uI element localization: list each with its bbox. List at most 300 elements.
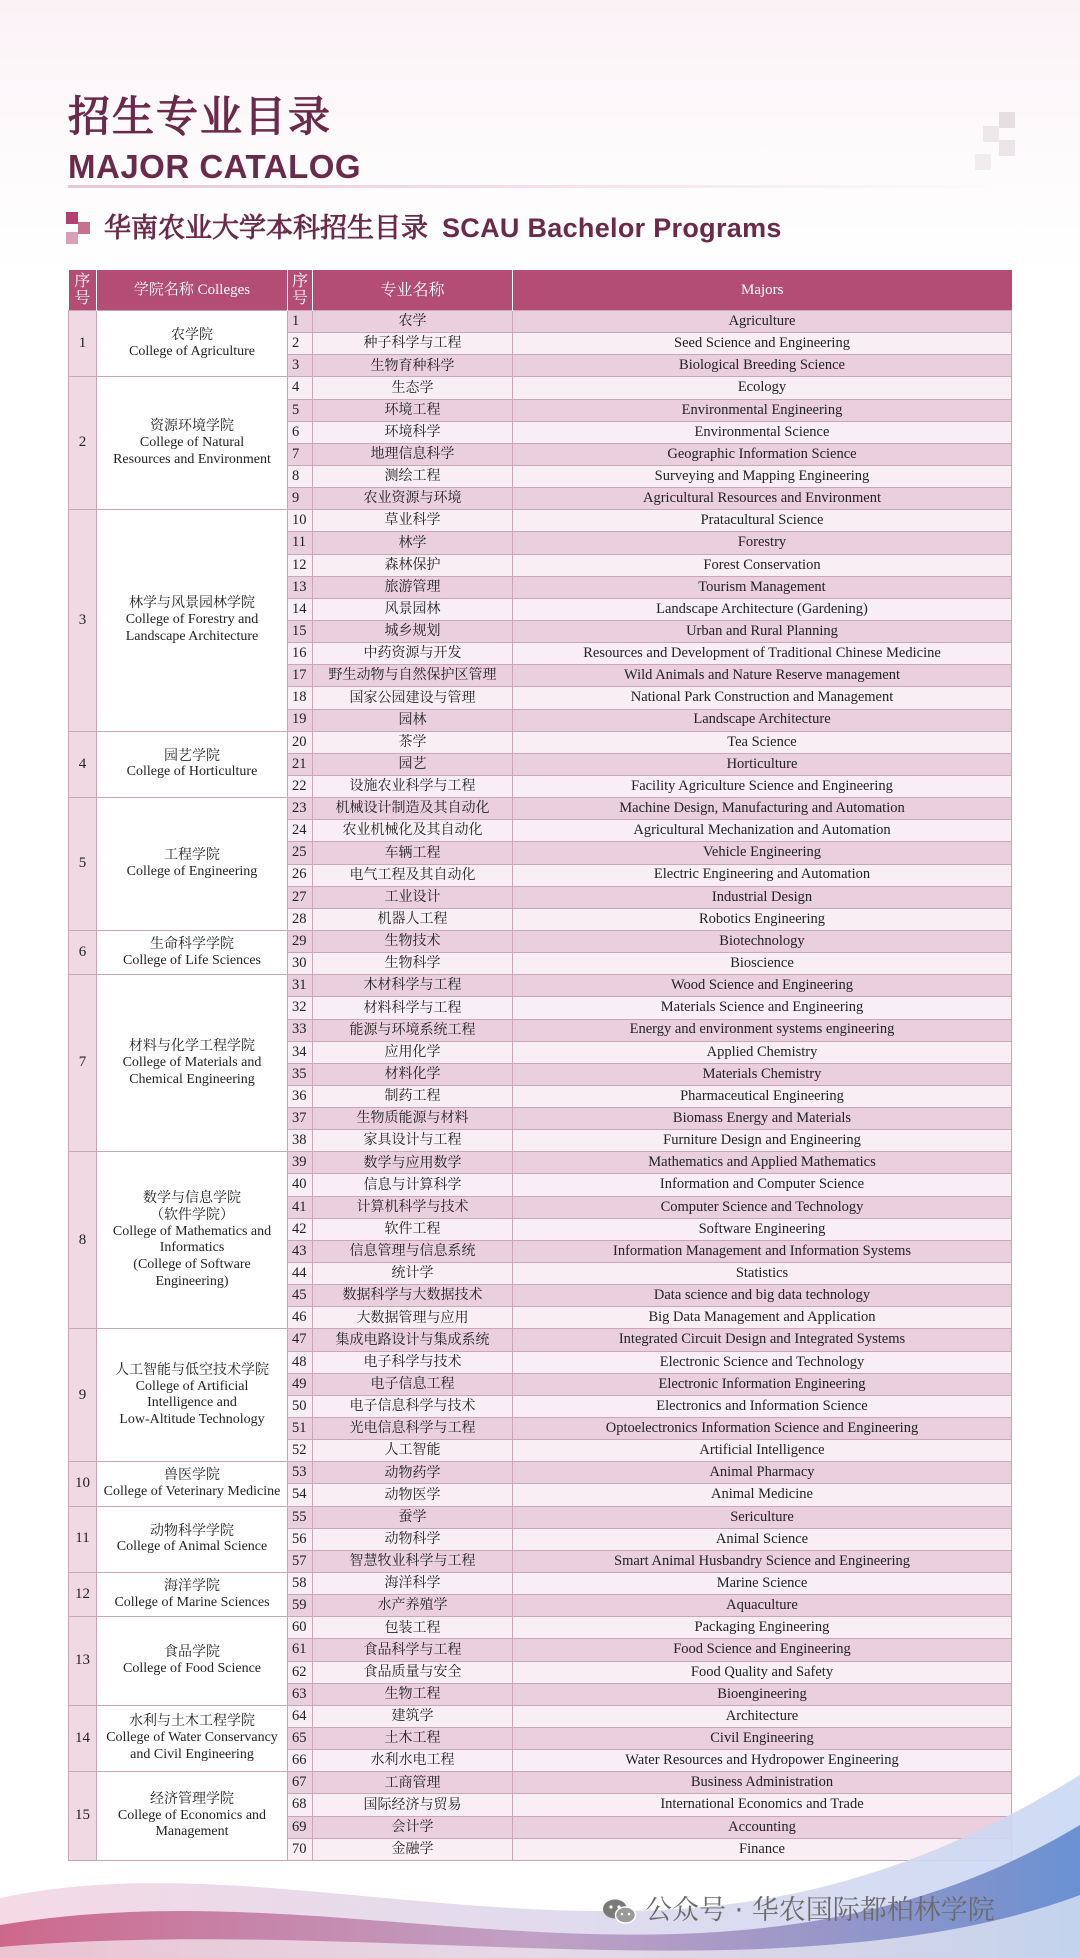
major-number: 62: [288, 1661, 313, 1683]
major-number: 3: [288, 355, 313, 377]
major-number: 63: [288, 1683, 313, 1705]
college-name-cn: 食品学院: [164, 1644, 220, 1661]
major-name-en: Animal Science: [513, 1528, 1012, 1550]
table-row: [69, 975, 1012, 997]
major-name-cn: 旅游管理: [313, 576, 513, 598]
major-number: 27: [288, 886, 313, 908]
major-number: 31: [288, 975, 313, 997]
college-name-en: College of Artificial: [135, 1378, 249, 1394]
major-number: 19: [288, 709, 313, 731]
major-name-en: Biomass Energy and Materials: [513, 1108, 1012, 1130]
major-name-en: Accounting: [513, 1816, 1012, 1838]
major-number: 10: [288, 510, 313, 532]
major-name-cn: 农业资源与环境: [313, 488, 513, 510]
major-name-en: Electric Engineering and Automation: [513, 864, 1012, 886]
major-number: 33: [288, 1019, 313, 1041]
college-name-cn: 经济管理学院: [150, 1790, 234, 1807]
college-name-en: Engineering): [155, 1274, 229, 1289]
major-name-en: Energy and environment systems engineering: [513, 1019, 1012, 1041]
college-name-cell: [97, 1329, 288, 1462]
major-name-cn: 林学: [313, 532, 513, 554]
major-number: 24: [288, 820, 313, 842]
college-name-en: (College of Software: [133, 1257, 251, 1273]
subtitle-en: SCAU Bachelor Programs: [442, 213, 782, 243]
major-number: 11: [288, 532, 313, 554]
major-name-cn: 电子信息科学与技术: [313, 1395, 513, 1417]
major-number: 13: [288, 576, 313, 598]
major-name-en: Data science and big data technology: [513, 1285, 1012, 1307]
major-name-en: Wild Animals and Nature Reserve management: [513, 665, 1012, 687]
major-name-en: Packaging Engineering: [513, 1617, 1012, 1639]
college-name-en: College of Economics and: [117, 1807, 267, 1823]
college-name-en: College of Life Sciences: [122, 952, 261, 968]
major-name-cn: 环境科学: [313, 421, 513, 443]
header-college-name-label: 学院名称 Colleges: [133, 282, 251, 299]
major-number: 15: [288, 620, 313, 642]
major-name-cn: 农业机械化及其自动化: [313, 820, 513, 842]
major-name-cn: 机器人工程: [313, 908, 513, 930]
college-name-cn: 海洋学院: [164, 1577, 220, 1594]
major-number: 28: [288, 908, 313, 930]
corner-decoration: [975, 112, 1015, 172]
major-name-cn: 光电信息科学与工程: [313, 1418, 513, 1440]
major-name-en: Vehicle Engineering: [513, 842, 1012, 864]
major-number: 32: [288, 997, 313, 1019]
college-name-cn: 数学与信息学院: [143, 1190, 241, 1207]
college-name-cell: [97, 1617, 288, 1706]
major-number: 2: [288, 333, 313, 355]
college-name-en: College of Engineering: [126, 864, 258, 880]
college-number: 11: [69, 1506, 97, 1572]
college-name-cn: 水利与土木工程学院: [129, 1713, 255, 1730]
major-name-en: Materials Chemistry: [513, 1063, 1012, 1085]
major-number: 9: [288, 488, 313, 510]
major-name-cn: 信息与计算科学: [313, 1174, 513, 1196]
major-name-en: Landscape Architecture (Gardening): [513, 598, 1012, 620]
table-row: [69, 1617, 1012, 1639]
college-name-cn-alt: （软件学院）: [150, 1206, 234, 1223]
major-number: 16: [288, 643, 313, 665]
major-name-en: Furniture Design and Engineering: [513, 1130, 1012, 1152]
major-name-cn: 城乡规划: [313, 620, 513, 642]
college-name-cn: 动物科学学院: [150, 1522, 234, 1539]
major-number: 21: [288, 753, 313, 775]
major-name-en: Geographic Information Science: [513, 443, 1012, 465]
table-row: [69, 1462, 1012, 1484]
major-number: 51: [288, 1418, 313, 1440]
major-number: 52: [288, 1440, 313, 1462]
college-name-en: Resources and Environment: [113, 451, 271, 467]
major-number: 38: [288, 1130, 313, 1152]
major-number: 17: [288, 665, 313, 687]
college-name-en: Chemical Engineering: [129, 1071, 255, 1087]
major-name-cn: 海洋科学: [313, 1573, 513, 1595]
major-number: 25: [288, 842, 313, 864]
major-name-en: International Economics and Trade: [513, 1794, 1012, 1816]
major-name-cn: 生物育种科学: [313, 355, 513, 377]
major-number: 50: [288, 1395, 313, 1417]
major-name-en: Food Science and Engineering: [513, 1639, 1012, 1661]
major-name-cn: 建筑学: [313, 1705, 513, 1727]
major-number: 66: [288, 1750, 313, 1772]
college-name-cell: [97, 1152, 288, 1329]
major-number: 18: [288, 687, 313, 709]
major-name-en: Environmental Engineering: [513, 399, 1012, 421]
table-row: [69, 1573, 1012, 1595]
college-name-cn: 材料与化学工程学院: [129, 1038, 255, 1055]
major-name-en: Finance: [513, 1838, 1012, 1860]
major-name-en: Biological Breeding Science: [513, 355, 1012, 377]
college-name-en: Landscape Architecture: [125, 628, 259, 644]
college-name-en: Intelligence and: [147, 1395, 237, 1411]
major-name-en: Tea Science: [513, 731, 1012, 753]
major-number: 48: [288, 1351, 313, 1373]
college-name-cn: 农学院: [171, 326, 213, 343]
major-number: 14: [288, 598, 313, 620]
major-number: 59: [288, 1595, 313, 1617]
major-number: 5: [288, 399, 313, 421]
college-number: 14: [69, 1705, 97, 1771]
major-name-en: Agricultural Resources and Environment: [513, 488, 1012, 510]
major-number: 23: [288, 798, 313, 820]
major-name-en: Optoelectronics Information Science and Engineering: [513, 1418, 1012, 1440]
major-name-cn: 机械设计制造及其自动化: [313, 798, 513, 820]
major-name-cn: 软件工程: [313, 1218, 513, 1240]
wechat-icon: [602, 1898, 638, 1926]
college-name-cell: [97, 930, 288, 974]
college-name-cell: [97, 1506, 288, 1572]
table-row: [69, 798, 1012, 820]
table-row: [69, 377, 1012, 399]
major-name-cn: 人工智能: [313, 1440, 513, 1462]
major-name-cn: 电气工程及其自动化: [313, 864, 513, 886]
major-number: 65: [288, 1728, 313, 1750]
major-name-en: Electronics and Information Science: [513, 1395, 1012, 1417]
major-number: 53: [288, 1462, 313, 1484]
major-number: 29: [288, 930, 313, 952]
major-name-en: Forestry: [513, 532, 1012, 554]
section-subtitle: [104, 213, 782, 244]
college-name-en: College of Veterinary Medicine: [103, 1483, 281, 1499]
major-name-en: Electronic Information Engineering: [513, 1373, 1012, 1395]
college-name-en: Management: [155, 1824, 229, 1840]
major-name-cn: 动物医学: [313, 1484, 513, 1506]
major-name-cn: 设施农业科学与工程: [313, 775, 513, 797]
major-name-cn: 国家公园建设与管理: [313, 687, 513, 709]
major-name-cn: 电子信息工程: [313, 1373, 513, 1395]
major-number: 64: [288, 1705, 313, 1727]
major-name-en: Sericulture: [513, 1506, 1012, 1528]
college-name-cell: [97, 377, 288, 510]
college-name-cn: 工程学院: [164, 847, 220, 864]
major-name-en: Bioengineering: [513, 1683, 1012, 1705]
major-name-cn: 电子科学与技术: [313, 1351, 513, 1373]
college-name-cn: 人工智能与低空技术学院: [115, 1361, 269, 1378]
college-name-cn: 园艺学院: [164, 747, 220, 764]
college-number: 4: [69, 731, 97, 797]
college-name-cn: 资源环境学院: [150, 418, 234, 435]
major-number: 7: [288, 443, 313, 465]
major-name-cn: 园艺: [313, 753, 513, 775]
major-number: 57: [288, 1550, 313, 1572]
college-name-cell: [97, 975, 288, 1152]
major-name-en: Forest Conservation: [513, 554, 1012, 576]
table-row: [69, 1705, 1012, 1727]
college-name-cn: 兽医学院: [164, 1467, 220, 1484]
table-row: [69, 1152, 1012, 1174]
major-name-en: Mathematics and Applied Mathematics: [513, 1152, 1012, 1174]
college-name-cell: [97, 731, 288, 797]
major-name-cn: 食品质量与安全: [313, 1661, 513, 1683]
major-name-en: Ecology: [513, 377, 1012, 399]
college-number: 15: [69, 1772, 97, 1861]
college-name-en: College of Horticulture: [126, 764, 258, 780]
major-name-en: Biotechnology: [513, 930, 1012, 952]
major-name-cn: 家具设计与工程: [313, 1130, 513, 1152]
major-name-cn: 生态学: [313, 377, 513, 399]
table-row: [69, 1329, 1012, 1351]
college-name-en: College of Agriculture: [129, 343, 255, 359]
college-number: 2: [69, 377, 97, 510]
major-number: 26: [288, 864, 313, 886]
subtitle-marker-icon: [66, 212, 92, 244]
major-number: 20: [288, 731, 313, 753]
major-name-cn: 农学: [313, 311, 513, 333]
major-number: 49: [288, 1373, 313, 1395]
table-header-row: [69, 270, 1012, 311]
major-name-cn: 数学与应用数学: [313, 1152, 513, 1174]
major-number: 8: [288, 465, 313, 487]
major-number: 61: [288, 1639, 313, 1661]
major-name-cn: 能源与环境系统工程: [313, 1019, 513, 1041]
major-name-en: Resources and Development of Traditional Chinese Medicine: [513, 643, 1012, 665]
college-number: 1: [69, 311, 97, 377]
college-number: 6: [69, 930, 97, 974]
major-name-en: Animal Medicine: [513, 1484, 1012, 1506]
major-name-en: Smart Animal Husbandry Science and Engineering: [513, 1550, 1012, 1572]
major-name-en: Urban and Rural Planning: [513, 620, 1012, 642]
major-name-cn: 食品科学与工程: [313, 1639, 513, 1661]
major-name-en: Environmental Science: [513, 421, 1012, 443]
major-name-cn: 计算机科学与技术: [313, 1196, 513, 1218]
major-name-cn: 数据科学与大数据技术: [313, 1285, 513, 1307]
major-number: 54: [288, 1484, 313, 1506]
major-number: 47: [288, 1329, 313, 1351]
college-name-en: Informatics: [159, 1240, 225, 1256]
major-name-cn: 国际经济与贸易: [313, 1794, 513, 1816]
major-name-cn: 生物工程: [313, 1683, 513, 1705]
college-name-cn: 林学与风景园林学院: [129, 595, 255, 612]
major-number: 55: [288, 1506, 313, 1528]
college-name-cell: [97, 798, 288, 931]
major-name-en: Integrated Circuit Design and Integrated Systems: [513, 1329, 1012, 1351]
college-number: 5: [69, 798, 97, 931]
major-name-cn: 野生动物与自然保护区管理: [313, 665, 513, 687]
college-name-en: College of Materials and: [122, 1054, 262, 1070]
major-name-cn: 材料科学与工程: [313, 997, 513, 1019]
catalog-table: [68, 270, 1012, 1861]
major-name-en: Applied Chemistry: [513, 1041, 1012, 1063]
major-name-cn: 生物科学: [313, 953, 513, 975]
major-name-en: Bioscience: [513, 953, 1012, 975]
major-name-en: Civil Engineering: [513, 1728, 1012, 1750]
college-name-en: Low-Altitude Technology: [119, 1412, 265, 1428]
major-number: 44: [288, 1263, 313, 1285]
major-number: 22: [288, 775, 313, 797]
college-name-cell: [97, 510, 288, 731]
major-name-en: Animal Pharmacy: [513, 1462, 1012, 1484]
college-name-en: College of Marine Sciences: [114, 1594, 270, 1610]
major-name-en: Water Resources and Hydropower Engineering: [513, 1750, 1012, 1772]
major-name-cn: 生物技术: [313, 930, 513, 952]
major-name-cn: 生物质能源与材料: [313, 1108, 513, 1130]
page-title-cn: 招生专业目录: [68, 92, 333, 141]
major-name-en: Computer Science and Technology: [513, 1196, 1012, 1218]
major-name-en: Software Engineering: [513, 1218, 1012, 1240]
major-name-cn: 制药工程: [313, 1085, 513, 1107]
major-name-cn: 工商管理: [313, 1772, 513, 1794]
major-name-en: Seed Science and Engineering: [513, 333, 1012, 355]
college-name-en: College of Mathematics and: [112, 1223, 272, 1239]
college-name-en: College of Natural: [139, 434, 245, 450]
table-row: [69, 311, 1012, 333]
table-row: [69, 930, 1012, 952]
header-major-no: 序号: [288, 270, 313, 311]
major-number: 42: [288, 1218, 313, 1240]
major-name-cn: 园林: [313, 709, 513, 731]
major-name-en: Surveying and Mapping Engineering: [513, 465, 1012, 487]
college-name-en: College of Animal Science: [116, 1539, 268, 1555]
major-name-cn: 中药资源与开发: [313, 643, 513, 665]
major-name-cn: 包装工程: [313, 1617, 513, 1639]
major-name-cn: 环境工程: [313, 399, 513, 421]
college-name-cell: [97, 1462, 288, 1506]
major-name-en: Horticulture: [513, 753, 1012, 775]
major-number: 35: [288, 1063, 313, 1085]
major-name-en: National Park Construction and Management: [513, 687, 1012, 709]
major-number: 1: [288, 311, 313, 333]
major-name-cn: 种子科学与工程: [313, 333, 513, 355]
major-name-cn: 信息管理与信息系统: [313, 1240, 513, 1262]
major-name-cn: 会计学: [313, 1816, 513, 1838]
major-name-cn: 森林保护: [313, 554, 513, 576]
major-name-cn: 大数据管理与应用: [313, 1307, 513, 1329]
college-name-cell: [97, 311, 288, 377]
table-row: [69, 510, 1012, 532]
college-name-cn: 生命科学学院: [150, 935, 234, 952]
college-name-en: College of Water Conservancy: [106, 1730, 278, 1746]
major-name-en: Big Data Management and Application: [513, 1307, 1012, 1329]
catalog-table-container: [68, 270, 1011, 1861]
major-name-cn: 风景园林: [313, 598, 513, 620]
header-major-en: [513, 270, 1012, 311]
major-name-en: Architecture: [513, 1705, 1012, 1727]
major-name-cn: 木材科学与工程: [313, 975, 513, 997]
major-name-en: Electronic Science and Technology: [513, 1351, 1012, 1373]
page-title-en: MAJOR CATALOG: [68, 148, 362, 185]
college-number: 10: [69, 1462, 97, 1506]
major-name-en: Facility Agriculture Science and Engineering: [513, 775, 1012, 797]
major-number: 6: [288, 421, 313, 443]
major-number: 41: [288, 1196, 313, 1218]
major-number: 40: [288, 1174, 313, 1196]
major-name-cn: 蚕学: [313, 1506, 513, 1528]
major-number: 34: [288, 1041, 313, 1063]
major-name-cn: 集成电路设计与集成系统: [313, 1329, 513, 1351]
major-name-cn: 地理信息科学: [313, 443, 513, 465]
subtitle-cn: 华南农业大学本科招生目录: [104, 213, 428, 244]
major-name-en: Food Quality and Safety: [513, 1661, 1012, 1683]
header-college-no: 序号: [69, 270, 97, 311]
major-name-en: Agricultural Mechanization and Automation: [513, 820, 1012, 842]
major-number: 46: [288, 1307, 313, 1329]
major-number: 4: [288, 377, 313, 399]
college-number: 8: [69, 1152, 97, 1329]
catalog-table-body: [69, 311, 1012, 1861]
college-number: 13: [69, 1617, 97, 1706]
table-row: [69, 1506, 1012, 1528]
major-number: 45: [288, 1285, 313, 1307]
major-number: 68: [288, 1794, 313, 1816]
major-name-en: Machine Design, Manufacturing and Automation: [513, 798, 1012, 820]
major-name-en: Materials Science and Engineering: [513, 997, 1012, 1019]
major-name-cn: 测绘工程: [313, 465, 513, 487]
major-number: 12: [288, 554, 313, 576]
college-number: 12: [69, 1573, 97, 1617]
major-name-en: Robotics Engineering: [513, 908, 1012, 930]
footer-watermark: 公众号 · 华农国际都柏林学院: [645, 1895, 995, 1926]
major-name-en: Industrial Design: [513, 886, 1012, 908]
major-name-en: Aquaculture: [513, 1595, 1012, 1617]
major-name-cn: 茶学: [313, 731, 513, 753]
major-name-cn: 水产养殖学: [313, 1595, 513, 1617]
major-number: 67: [288, 1772, 313, 1794]
college-number: 7: [69, 975, 97, 1152]
major-name-en: Statistics: [513, 1263, 1012, 1285]
major-name-en: Business Administration: [513, 1772, 1012, 1794]
major-name-cn: 水利水电工程: [313, 1750, 513, 1772]
major-name-en: Marine Science: [513, 1573, 1012, 1595]
college-name-en: College of Food Science: [122, 1661, 262, 1677]
header-major-cn: 专业名称: [313, 270, 513, 311]
major-name-cn: 金融学: [313, 1838, 513, 1860]
major-name-cn: 车辆工程: [313, 842, 513, 864]
major-number: 56: [288, 1528, 313, 1550]
major-name-en: Agriculture: [513, 311, 1012, 333]
college-number: 9: [69, 1329, 97, 1462]
major-name-cn: 应用化学: [313, 1041, 513, 1063]
major-number: 43: [288, 1240, 313, 1262]
major-number: 30: [288, 953, 313, 975]
major-name-en: Pharmaceutical Engineering: [513, 1085, 1012, 1107]
major-number: 37: [288, 1108, 313, 1130]
major-name-cn: 智慧牧业科学与工程: [313, 1550, 513, 1572]
major-name-en: Pratacultural Science: [513, 510, 1012, 532]
header-college-name: [97, 270, 288, 311]
college-name-cell: [97, 1573, 288, 1617]
major-name-cn: 材料化学: [313, 1063, 513, 1085]
major-number: 69: [288, 1816, 313, 1838]
major-name-en: Information Management and Information Systems: [513, 1240, 1012, 1262]
header-major-en-label: Majors: [741, 282, 784, 299]
major-number: 39: [288, 1152, 313, 1174]
major-name-en: Landscape Architecture: [513, 709, 1012, 731]
major-number: 58: [288, 1573, 313, 1595]
college-number: 3: [69, 510, 97, 731]
college-name-en: and Civil Engineering: [130, 1746, 254, 1762]
major-name-en: Artificial Intelligence: [513, 1440, 1012, 1462]
major-number: 60: [288, 1617, 313, 1639]
